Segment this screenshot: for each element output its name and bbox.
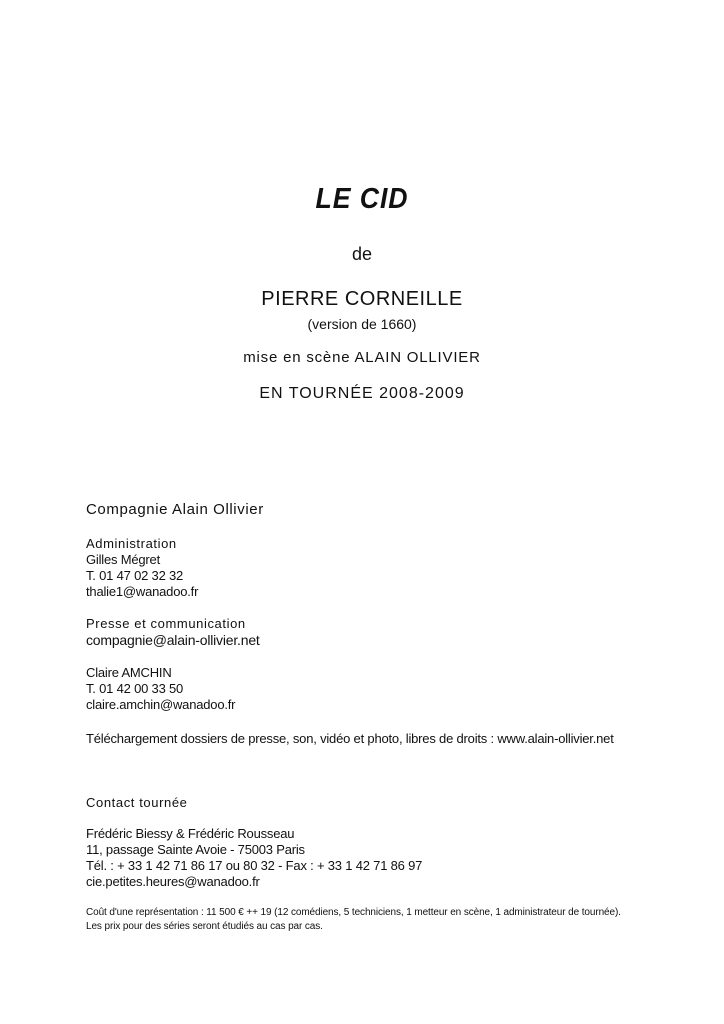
play-title: LE CID xyxy=(315,183,409,215)
press-email: compagnie@alain-ollivier.net xyxy=(86,632,260,648)
company-name: Compagnie Alain Ollivier xyxy=(86,501,264,518)
tour-contact-heading: Contact tournée xyxy=(86,795,188,810)
director-credit: mise en scène ALAIN OLLIVIER xyxy=(243,349,481,366)
press-contact-email: claire.amchin@wanadoo.fr xyxy=(86,697,236,712)
author-name: PIERRE CORNEILLE xyxy=(261,288,463,310)
tour-dates: EN TOURNÉE 2008-2009 xyxy=(259,385,465,402)
administration-heading: Administration xyxy=(86,536,177,551)
press-heading: Presse et communication xyxy=(86,616,246,631)
downloads-note: Téléchargement dossiers de presse, son, vidéo et photo, libres de droits : www.alain-ollivier.net xyxy=(86,731,614,746)
administration-email: thalie1@wanadoo.fr xyxy=(86,584,199,599)
press-contact-phone: T. 01 42 00 33 50 xyxy=(86,681,184,696)
press-contact-name: Claire AMCHIN xyxy=(86,665,172,680)
tour-contact-address: 11, passage Sainte Avoie - 75003 Paris xyxy=(86,842,305,857)
administration-contact-name: Gilles Mégret xyxy=(86,552,160,567)
administration-section xyxy=(86,536,646,600)
version-note: (version de 1660) xyxy=(307,316,417,332)
administration-phone: T. 01 47 02 32 32 xyxy=(86,568,184,583)
byline: de xyxy=(351,244,373,264)
tour-contact-names: Frédéric Biessy & Frédéric Rousseau xyxy=(86,826,295,841)
administration-details xyxy=(86,552,646,600)
press-section xyxy=(86,616,646,648)
tour-contact-email: cie.petites.heures@wanadoo.fr xyxy=(86,874,260,889)
tour-contact-phones: Tél. : + 33 1 42 71 86 17 ou 80 32 - Fax : + 33 1 42 71 86 97 xyxy=(86,858,423,873)
cost-note: Coût d'une représentation : 11 500 € ++ 19 (12 comédiens, 5 techniciens, 1 metteur en scène, 1 administrateur de tournée). Les prix pour des séries seront étudiés au cas par cas. xyxy=(86,907,621,932)
press-contact xyxy=(86,665,646,713)
tour-contact-details xyxy=(86,826,646,890)
